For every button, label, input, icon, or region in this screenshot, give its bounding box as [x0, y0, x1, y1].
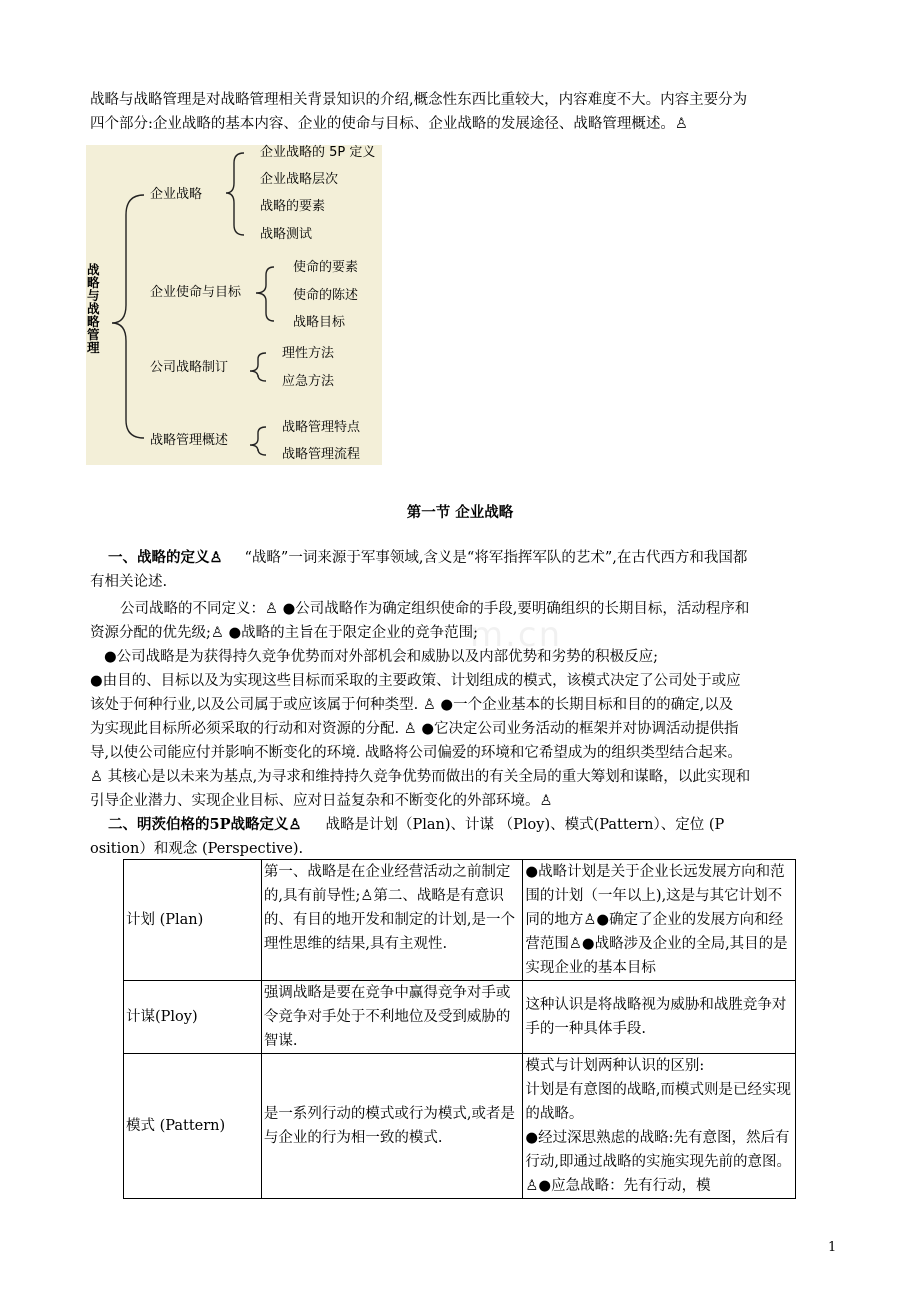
- mindmap-branch: 战略管理概述: [150, 433, 229, 448]
- page-number: 1: [828, 1240, 837, 1255]
- mindmap-leaf: 使命的要素: [293, 260, 359, 275]
- mindmap-brackets: [86, 145, 382, 465]
- definition-line-8: 为实现此目标所必须采取的行动和对资源的分配. ♙ ●它决定公司业务活动的框架并对协调活动提供指: [90, 721, 739, 737]
- section-title: 第一节 企业战略: [406, 504, 514, 521]
- table-cell-term: 计划 (Plan): [124, 860, 262, 981]
- definition-line-10: ♙ 其核心是以未来为基点,为寻求和维持持久竞争优势而做出的有关全局的重大筹划和谋略，以此实现和: [90, 769, 751, 785]
- table-cell-desc: 是一系列行动的模式或行为模式,或者是与企业的行为相一致的模式.: [261, 1054, 523, 1199]
- definition-line-2: 有相关论述.: [90, 574, 168, 590]
- mindmap-leaf: 战略的要素: [260, 199, 326, 214]
- mindmap-leaf: 战略管理流程: [282, 447, 361, 462]
- mindmap-leaf: 企业战略的 5P 定义: [260, 145, 376, 160]
- definition-heading: 一、战略的定义♙: [108, 549, 223, 566]
- table-row: [124, 860, 796, 981]
- mindmap: [86, 145, 382, 465]
- mindmap-leaf: 战略目标: [293, 315, 346, 330]
- table-cell-term: 计谋(Ploy): [124, 981, 262, 1054]
- mindmap-leaf: 战略管理特点: [282, 420, 361, 435]
- fivep-heading: 二、明茨伯格的5P战略定义♙: [108, 816, 302, 833]
- mindmap-leaf: 使命的陈述: [293, 288, 359, 303]
- intro-line-1: 战略与战略管理是对战略管理相关背景知识的介绍,概念性东西比重较大，内容难度不大。内容主要分为: [90, 92, 748, 108]
- intro-line-2: 四个部分:企业战略的基本内容、企业的使命与目标、企业战略的发展途径、战略管理概述。♙: [90, 116, 688, 132]
- definition-line-1: “战略”一词来源于军事领域,含义是“将军指挥军队的艺术”,在古代西方和我国都: [244, 550, 748, 566]
- fivep-line-2: osition）和观念 (Perspective).: [90, 841, 304, 857]
- table-row: [124, 981, 796, 1054]
- mindmap-branch: 公司战略制订: [150, 360, 229, 375]
- table-cell-desc: 第一、战略是在企业经营活动之前制定的,具有前导性;♙第二、战略是有意识的、有目的地开发和制定的计划,是一个理性思维的结果,具有主观性.: [261, 860, 523, 981]
- definition-line-5: ●公司战略是为获得持久竞争优势而对外部机会和威胁以及内部优势和劣势的积极反应;: [104, 649, 659, 665]
- definition-line-6: ●由目的、目标以及为实现这些目标而采取的主要政策、计划组成的模式，该模式决定了公司处于或应: [90, 673, 741, 689]
- mindmap-branch: 企业战略: [150, 187, 203, 202]
- table-cell-note: 这种认识是将战略视为威胁和战胜竞争对手的一种具体手段.: [523, 981, 796, 1054]
- mindmap-leaf: 战略测试: [260, 227, 313, 242]
- table-row: [124, 1054, 796, 1199]
- mindmap-root: 战略与战略管理: [87, 262, 100, 355]
- mindmap-branch: 企业使命与目标: [150, 285, 242, 300]
- mindmap-leaf: 应急方法: [282, 374, 335, 389]
- definition-line-7: 该处于何种行业,以及公司属于或应该属于何种类型. ♙ ●一个企业基本的长期目标和目的的确定,以及: [90, 697, 734, 713]
- mindmap-leaf: 理性方法: [282, 346, 335, 361]
- table-cell-note: 模式与计划两种认识的区别: 计划是有意图的战略,而模式则是已经实现的战略。 ●经过深思熟虑的战略:先有意图，然后有行动,即通过战略的实施实现先前的意图。♙●应急战略：先有行动，模: [523, 1054, 796, 1199]
- watermark: m.cn: [470, 615, 563, 655]
- table-cell-term: 模式 (Pattern): [124, 1054, 262, 1199]
- table-cell-desc: 强调战略是要在竞争中赢得竞争对手或令竞争对手处于不利地位及受到威胁的智谋.: [261, 981, 523, 1054]
- mindmap-leaf: 企业战略层次: [260, 172, 339, 187]
- fivep-line-1: 战略是计划（Plan)、计谋 （Ploy)、模式(Pattern）、定位 (P: [325, 817, 725, 833]
- table-cell-note: ●战略计划是关于企业长远发展方向和范围的计划（一年以上),这是与其它计划不同的地方♙●确定了企业的发展方向和经营范围♙●战略涉及企业的全局,其目的是实现企业的基本目标: [523, 860, 796, 981]
- definition-line-3: 公司战略的不同定义：♙ ●公司战略作为确定组织使命的手段,要明确组织的长期目标，活动程序和: [120, 601, 750, 617]
- definition-line-4: 资源分配的优先级;♙ ●战略的主旨在于限定企业的竞争范围;: [90, 625, 479, 641]
- definition-line-11: 引导企业潜力、实现企业目标、应对日益复杂和不断变化的外部环境。♙: [90, 793, 553, 809]
- fivep-table: [123, 859, 796, 1199]
- definition-line-9: 导,以使公司能应付并影响不断变化的环境. 战略将公司偏爱的环境和它希望成为的组织类型结合起来。: [90, 745, 742, 761]
